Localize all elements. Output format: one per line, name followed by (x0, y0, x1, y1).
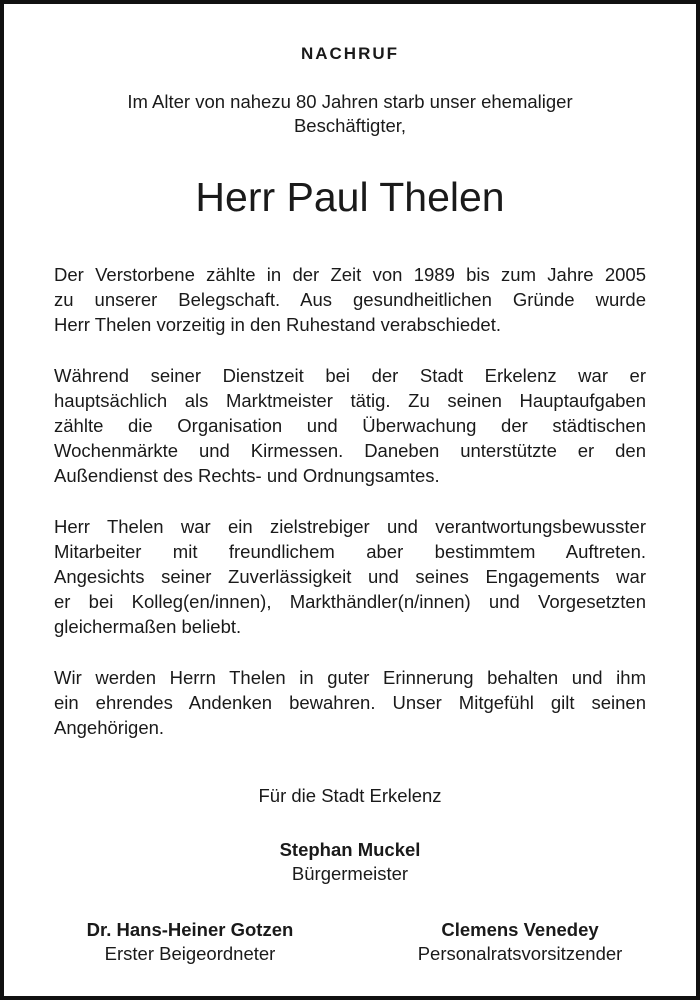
signature-deputy (40, 918, 340, 966)
deceased-name: Herr Paul Thelen (195, 174, 505, 220)
body-line: Angehörigen. (54, 717, 165, 738)
body-line: Der Verstorbene zählte in der Zeit von 1989 bis zum Jahre 2005 (54, 264, 646, 285)
body-line: Wir werden Herrn Thelen in guter Erinnerung behalten und ihm (54, 667, 646, 688)
body-line: zählte die Organisation und Überwachung der städtischen (54, 415, 646, 436)
signatory-name: Stephan Muckel (279, 839, 421, 860)
on-behalf-line: Für die Stadt Erkelenz (258, 785, 442, 806)
body-line: Wochenmärkte und Kirmessen. Daneben unterstützte er den (54, 440, 646, 461)
body-line: Angesichts seiner Zuverlässigkeit und seines Engagements war (54, 566, 646, 587)
signatory-name: Clemens Venedey (441, 919, 599, 940)
body-line: Mitarbeiter mit freundlichem aber bestimmtem Auftreten. (54, 541, 646, 562)
signatory-role: Erster Beigeordneter (104, 943, 276, 964)
body-line: Außendienst des Rechts- und Ordnungsamtes. (54, 465, 440, 486)
body-line: ein ehrendes Andenken bewahren. Unser Mitgefühl gilt seinen (54, 692, 646, 713)
signatory-name: Dr. Hans-Heiner Gotzen (86, 919, 294, 940)
intro-line: Beschäftigter, (293, 115, 407, 136)
paragraph-1 (54, 262, 646, 337)
obituary-body (54, 262, 646, 766)
body-line: gleichermaßen beliebt. (54, 616, 242, 637)
signatory-role: Bürgermeister (291, 863, 409, 884)
body-line: hauptsächlich als Marktmeister tätig. Zu seinen Hauptaufgaben (54, 390, 646, 411)
signature-mayor (150, 838, 550, 886)
signature-council (370, 918, 670, 966)
paragraph-2 (54, 363, 646, 488)
paragraph-4 (54, 665, 646, 740)
body-line: zu unserer Belegschaft. Aus gesundheitlichen Gründe wurde (54, 289, 646, 310)
signatory-role: Personalratsvorsitzender (417, 943, 623, 964)
paragraph-3 (54, 514, 646, 639)
body-line: Herr Thelen war ein zielstrebiger und verantwortungsbewusster (54, 516, 646, 537)
intro-text (60, 90, 640, 138)
body-line: Herr Thelen vorzeitig in den Ruhestand verabschiedet. (54, 314, 501, 335)
body-line: Während seiner Dienstzeit bei der Stadt Erkelenz war er (54, 365, 646, 386)
intro-line: Im Alter von nahezu 80 Jahren starb unser ehemaliger (127, 91, 573, 112)
body-line: er bei Kolleg(en/innen), Markthändler(n/innen) und Vorgesetzten (54, 591, 646, 612)
obituary-heading: NACHRUF (300, 44, 400, 63)
